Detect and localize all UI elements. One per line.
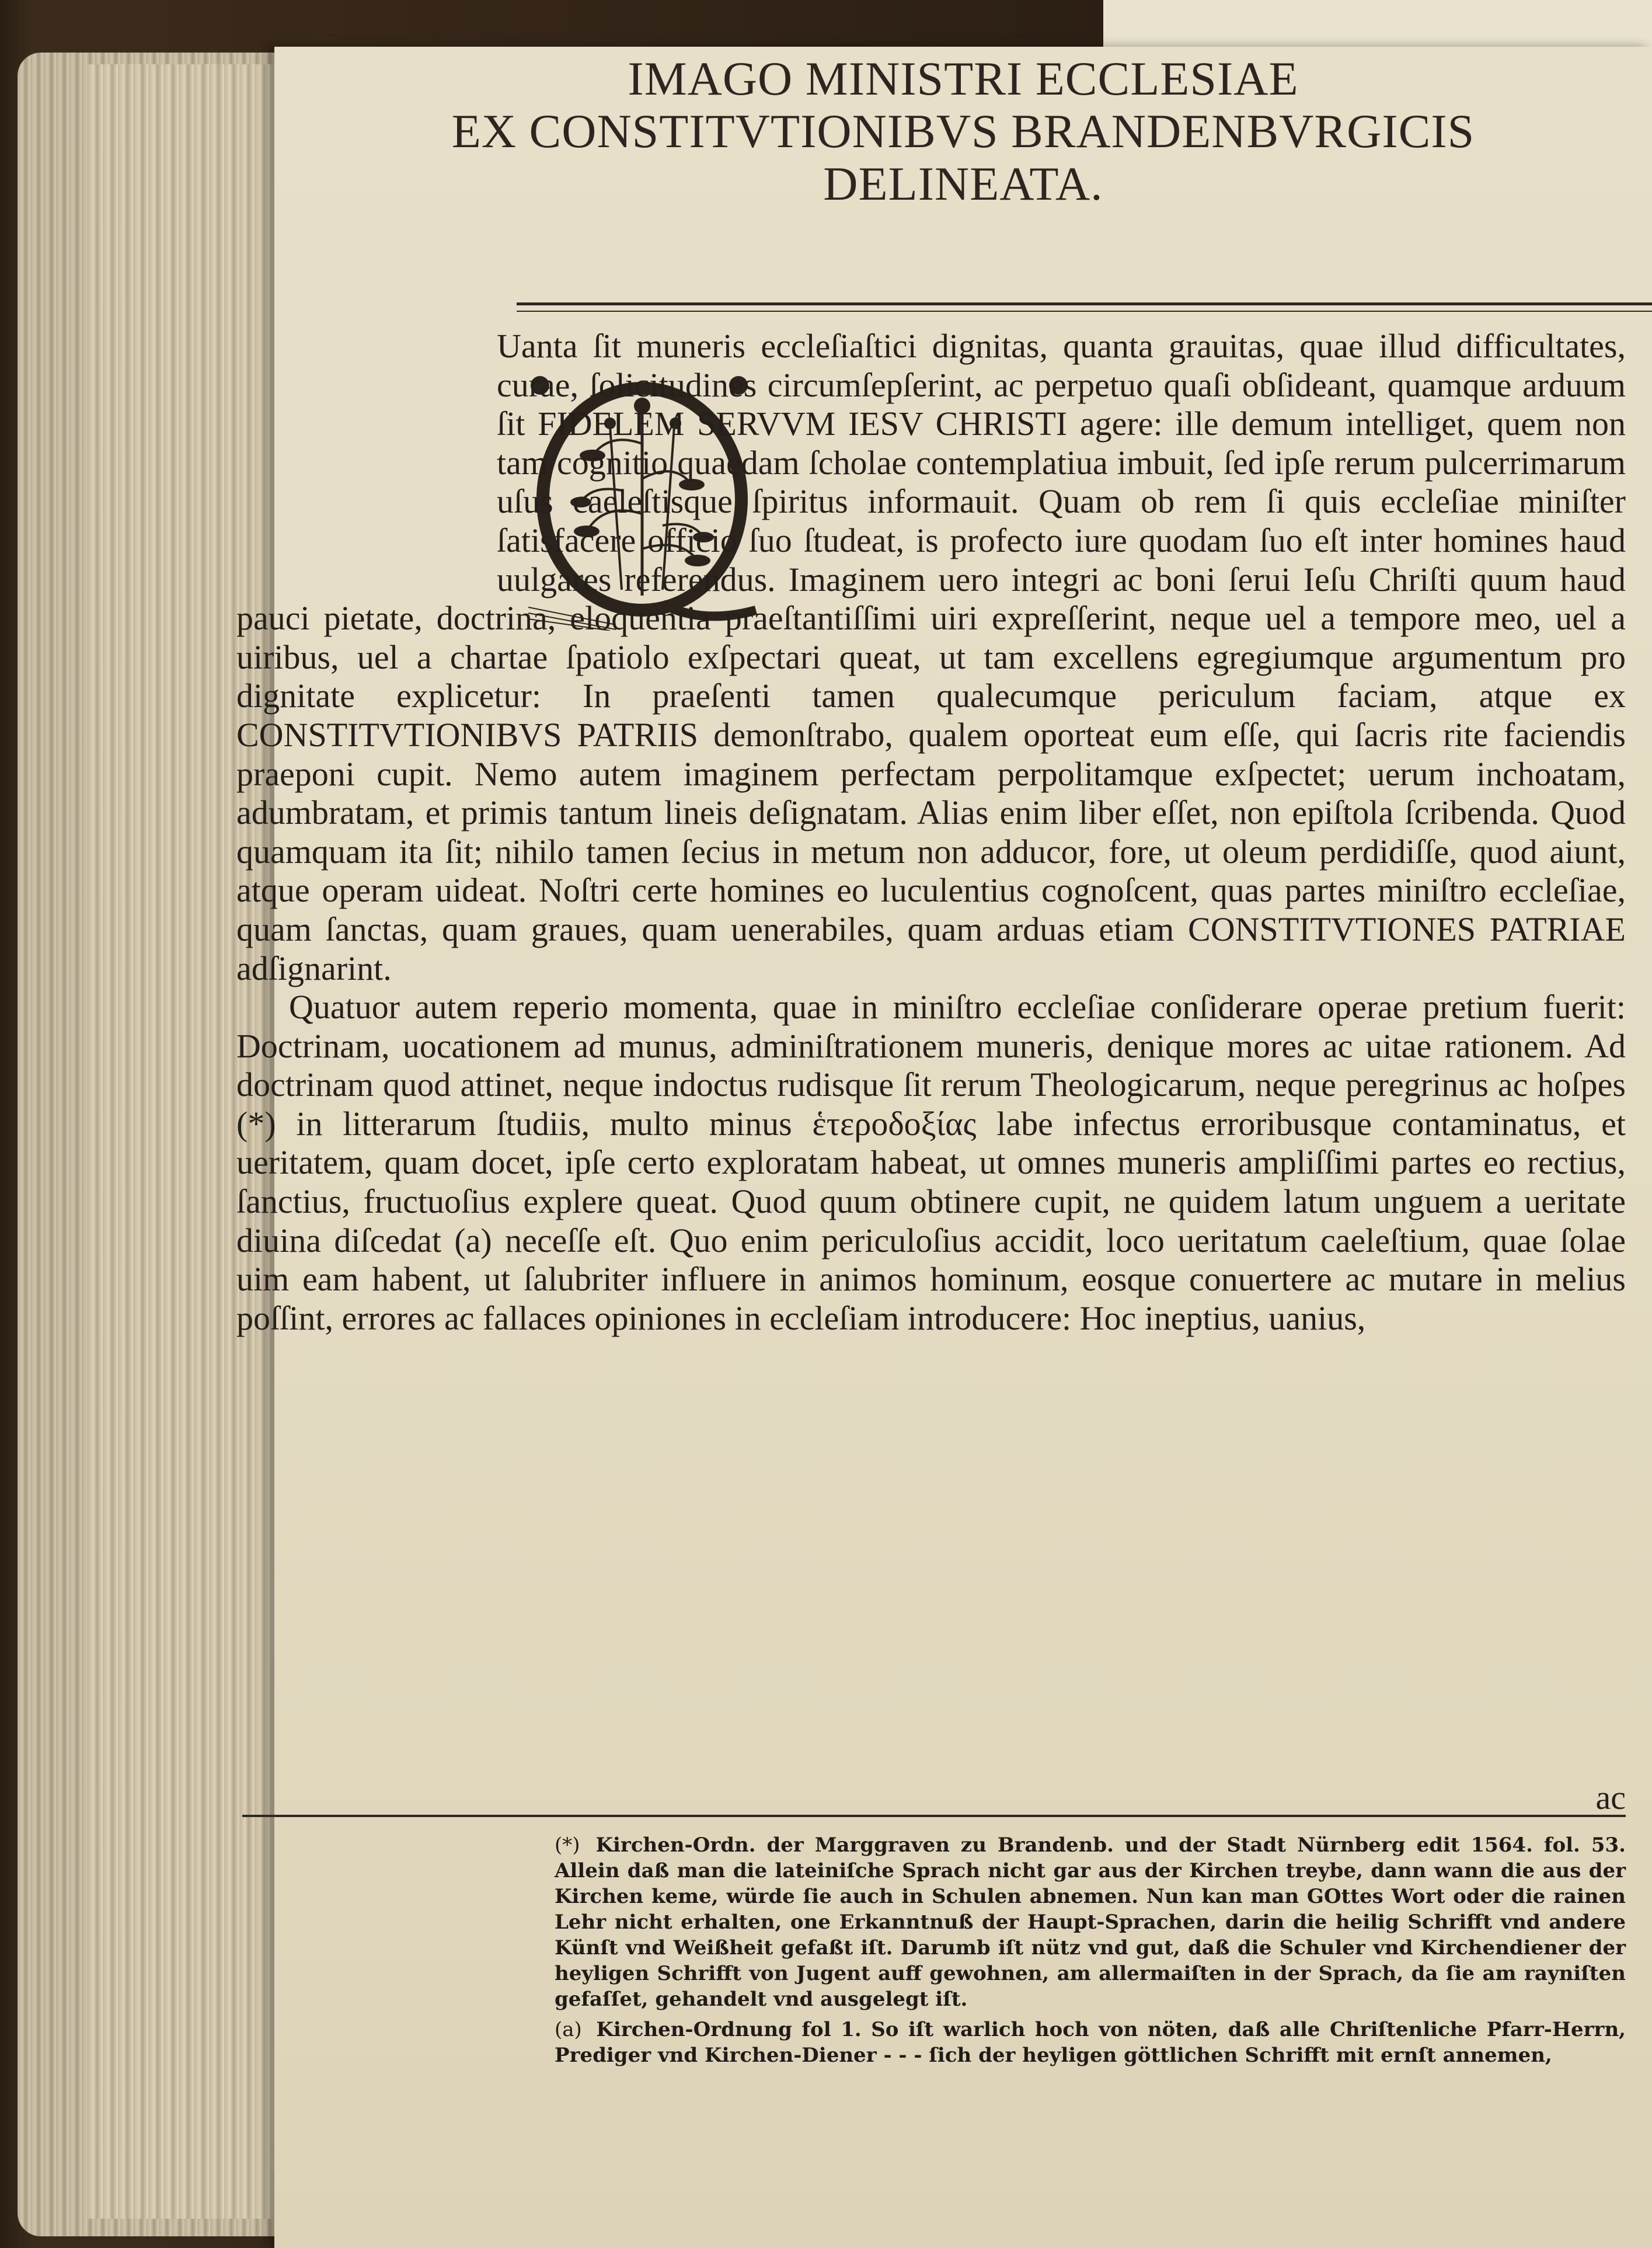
header-rule-thick xyxy=(517,302,1652,305)
footnote-a xyxy=(555,2017,1626,2068)
footnotes xyxy=(555,1832,1626,2068)
title-line-2: EX CONSTITVTIONIBVS BRANDENBVRGICIS xyxy=(451,105,1475,158)
catchword: ac xyxy=(1595,1779,1626,1817)
footnote-text: Kirchen-Ordn. der Marggraven zu Brandenb. und der Stadt Nürnberg edit 1564. fol. 53. Allein daß man die lateiniſche Sprach nicht gar aus der Kirchen treybe, dann wann die aus der Kirchen keme, würde ſie auch in Schulen abnemen. Nun kan man GOttes Wort oder die rainen Lehr nicht erhalten, one Erkanntnuß der Haupt-Sprachen, darin die heilig Schrifft vnd andere Künſt vnd Weißheit gefaßt iſt. Darumb iſt nütz vnd gut, daß die Schuler vnd Kirchendiener der heyligen Schrifft von Jugent auff gewohnen, am allermaiſten in der Sprach, da ſie am rayniſten gefaſſet, gehandelt vnd ausgelegt iſt. xyxy=(555,1833,1626,2011)
paragraph-1 xyxy=(236,327,1626,988)
footnote-rule xyxy=(242,1815,1626,1817)
paragraph-2: Quatuor autem reperio momenta, quae in miniſtro eccleſiae conſiderare operae pretium fuerit: Doctrinam, uocationem ad munus, adminiſtrationem muneris, denique mores ac uitae rationem. Ad doctrinam quod attinet, neque indoctus rudisque ſit rerum Theologicarum, neque peregrinus ac hoſpes (*) in litterarum ſtudiis, multo minus ἑτεροδοξίας labe infectus erroribusque contaminatus, et ueritatem, quam docet, ipſe certo exploratam habeat, ut omnes muneris ampliſſimi partes eo rectius, ſanctius, fructuoſius explere queat. Quod quum obtinere cupit, ne quidem latum unguem a ueritate diuina diſcedat (a) neceſſe eſt. Quo enim periculoſius accidit, loco ueritatum caeleſtium, quae ſolae uim eam habent, ut ſalubriter influere in animos hominum, eosque conuertere ac mutare in melius poſſint, errores ac fallaces opiniones in eccleſiam introducere: Hoc ineptius, uanius, xyxy=(236,988,1626,1337)
footnote-text: Kirchen-Ordnung fol 1. So iſt warlich hoch von nöten, daß alle Chriſtenliche Pfarr-Herrn, Prediger vnd Kirchen-Diener - - - ſich der heyligen göttlichen Schrifft mit ernſt annemen, xyxy=(555,2018,1626,2067)
initial-space xyxy=(236,327,493,596)
main-text xyxy=(236,327,1626,1338)
paragraph-1-text: Uanta ſit muneris eccleſiaſtici dignitas, quanta grauitas, quae illud difficultates, curae, ſolicitudines circumſepſerint, ac perpetuo quaſi obſideant, quamque arduum ſit FIDELEM SERVVM IESV CHRISTI agere: ille demum intelliget, quem non tam cognitio quaedam ſcholae contemplatiua imbuit, ſed ipſe rerum pulcerrimarum uſus caeleſtisque ſpiritus informauit. Quam ob rem ſi quis eccleſiae miniſter ſatisfacere officio ſuo ſtudeat, is profecto iure quodam ſuo eſt inter homines haud uulgares referendus. Imaginem uero integri ac boni ſerui Ieſu Chriſti quum haud pauci pietate, doctrina, eloquentia praeſtantiſſimi uiri expreſſerint, neque uel a tempore meo, uel a uiribus, uel a chartae ſpatiolo exſpectari queat, ut tam excellens egregiumque argumentum pro dignitate explicetur: In praeſenti tamen qualecumque periculum faciam, atque ex CONSTITVTIONIBVS PATRIIS demonſtrabo, qualem oporteat eum eſſe, qui ſacris rite faciendis praeponi cupit. Nemo autem imaginem perfectam perpolitamque exſpectet; uerum inchoatam, adumbratam, et primis tantum lineis deſignatam. Alias enim liber eſſet, non epiſtola ſcribenda. Quod quamquam ita ſit; nihilo tamen ſecius in metum non adducor, fore, ut oleum perdidiſſe, quod aiunt, atque operam uideat. Noſtri certe homines eo luculentius cognoſcent, quas partes miniſtro eccleſiae, quam ſanctas, quam graues, quam uenerabiles, quam arduas etiam CONSTITVTIONES PATRIAE adſignarint. xyxy=(236,327,1626,987)
footnote-mark: (a) xyxy=(555,2018,582,2041)
title-line-3: DELINEATA. xyxy=(823,157,1103,210)
footnote-star xyxy=(555,1832,1626,2012)
title-line-1: IMAGO MINISTRI ECCLESIAE xyxy=(628,52,1299,105)
header-rule-thin xyxy=(517,311,1652,312)
footnote-mark: (*) xyxy=(555,1833,580,1857)
